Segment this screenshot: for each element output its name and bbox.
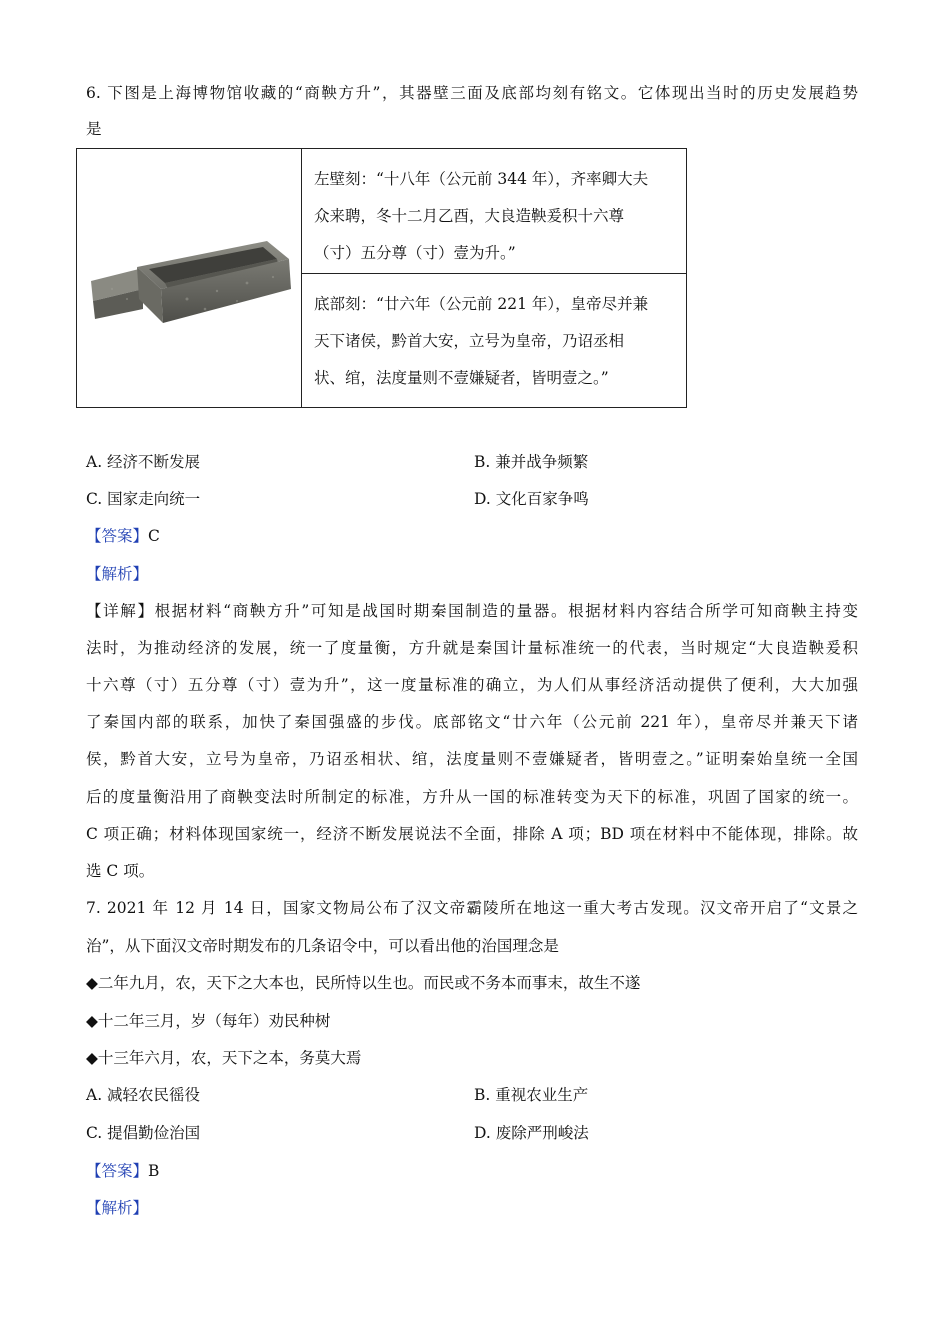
- q6-analysis-heading: [86, 563, 148, 585]
- q7-edict: ◆二年九月，农，天下之大本也，民所恃以生也。而民或不务本而事末，故生不遂: [86, 974, 641, 992]
- bottom-inscription-line: 天下诸侯，黔首大安，立号为皇帝，乃诏丞相: [314, 332, 625, 350]
- q7-answer: [86, 1160, 159, 1182]
- answer-tag: 【答案】: [86, 1162, 149, 1180]
- vessel-image-cell: [77, 149, 302, 408]
- bottom-inscription-line: 状、绾，法度量则不壹嫌疑者，皆明壹之。”: [314, 369, 609, 387]
- q6-option-d: D. 文化百家争鸣: [474, 490, 589, 508]
- q7-option-d: D. 废除严刑峻法: [474, 1124, 589, 1142]
- analysis-tag: 【解析】: [86, 565, 149, 583]
- left-inscription-line: 众来聘，冬十二月乙酉，大良造鞅爰积十六尊: [314, 207, 625, 225]
- answer-tag: 【答案】: [86, 527, 149, 545]
- detail-tag: 【详解】: [86, 602, 155, 620]
- q6-detail-line: 侯，黔首大安，立号为皇帝，乃诏丞相状、绾，法度量则不壹嫌疑者，皆明壹之。”证明秦始皇统一全国: [86, 750, 858, 768]
- q6-detail-line: 了秦国内部的联系，加快了秦国强盛的步伐。底部铭文“廿六年（公元前 221 年），皇帝尽并兼天下诸: [86, 713, 858, 731]
- q6-option-c: C. 国家走向统一: [86, 490, 201, 508]
- q7-edict: ◆十三年六月，农，天下之本，务莫大焉: [86, 1049, 362, 1067]
- q6-stem-line1: 6. 下图是上海博物馆收藏的“商鞅方升”，其器壁三面及底部均刻有铭文。它体现出当时的历史发展趋势: [86, 84, 858, 102]
- q6-detail-line: 选 C 项。: [86, 862, 155, 880]
- q7-option-c: C. 提倡勤俭治国: [86, 1124, 201, 1142]
- answer-value: C: [148, 527, 160, 545]
- bottom-inscription-cell: [302, 274, 687, 408]
- q6-detail-line: [86, 600, 858, 622]
- q6-detail-line: 后的度量衡沿用了商鞅变法时所制定的标准，方升从一国的标准转变为天下的标准，巩固了国家的统一。: [86, 788, 858, 806]
- q6-detail-line: C 项正确；材料体现国家统一，经济不断发展说法不全面，排除 A 项；BD 项在材料中不能体现，排除。故: [86, 825, 858, 843]
- q7-option-b: B. 重视农业生产: [474, 1086, 589, 1104]
- q7-stem-line1: 7. 2021 年 12 月 14 日，国家文物局公布了汉文帝霸陵所在地这一重大考古发现。汉文帝开启了“文景之: [86, 899, 858, 917]
- q6-answer: [86, 525, 160, 547]
- q7-analysis-heading: [86, 1197, 148, 1219]
- q6-option-a: A. 经济不断发展: [86, 453, 201, 471]
- detail-text: 根据材料“商鞅方升”可知是战国时期秦国制造的量器。根据材料内容结合所学可知商鞅主持变: [154, 602, 858, 620]
- q6-detail-line: 十六尊（寸）五分尊（寸）壹为升”，这一度量标准的确立，为人们从事经济活动提供了便利，大大加强: [86, 676, 858, 694]
- q6-stem-line2: 是: [86, 120, 102, 138]
- left-inscription-line: 左壁刻：“十八年（公元前 344 年），齐率卿大夫: [314, 170, 649, 188]
- analysis-tag: 【解析】: [86, 1199, 149, 1217]
- q7-edict: ◆十二年三月，岁（每年）劝民种树: [86, 1012, 331, 1030]
- q6-option-b: B. 兼并战争频繁: [474, 453, 589, 471]
- answer-value: B: [148, 1162, 160, 1180]
- left-inscription-line: （寸）五分尊（寸）壹为升。”: [314, 244, 516, 262]
- q6-detail-line: 法时，为推动经济的发展，统一了度量衡，方升就是秦国计量标准统一的代表，当时规定“大良造鞅爰积: [86, 639, 858, 657]
- left-inscription-cell: [302, 149, 687, 274]
- q7-option-a: A. 减轻农民徭役: [86, 1086, 201, 1104]
- q6-material-table: [76, 148, 687, 408]
- bronze-vessel-icon: [77, 149, 301, 403]
- bottom-inscription-line: 底部刻：“廿六年（公元前 221 年），皇帝尽并兼: [314, 295, 649, 313]
- q7-stem-line2: 治”，从下面汉文帝时期发布的几条诏令中，可以看出他的治国理念是: [86, 937, 559, 955]
